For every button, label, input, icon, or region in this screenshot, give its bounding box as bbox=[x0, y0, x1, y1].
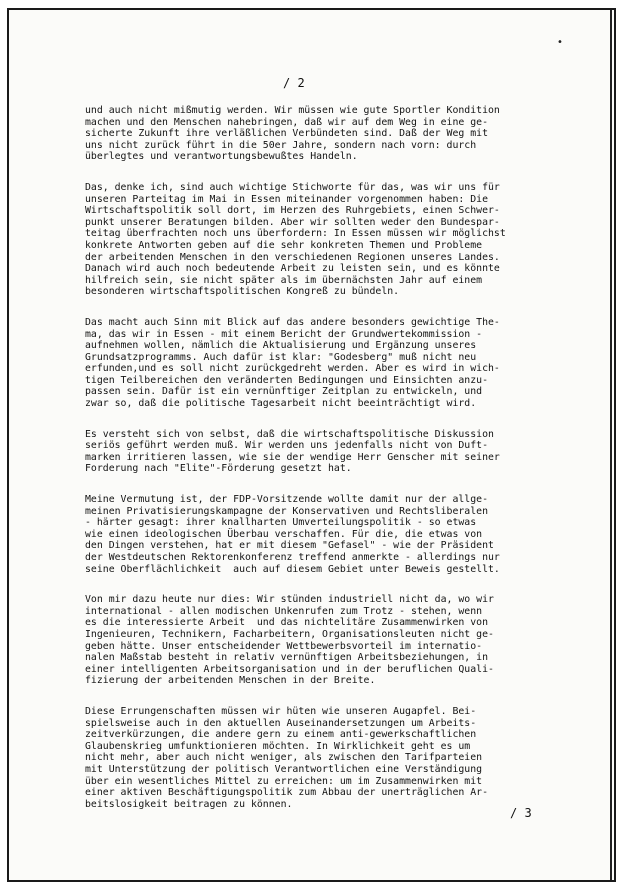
paragraph bbox=[85, 317, 565, 410]
text-line: beitslosigkeit beitragen zu können. bbox=[85, 798, 293, 810]
text-line: unseren Parteitag im Mai in Essen miteinander vorgenommen haben: Die bbox=[85, 193, 488, 205]
text-line: tigen Teilbereichen den veränderten Bedingungen und Einsichten anzu- bbox=[85, 374, 488, 386]
paragraph bbox=[85, 429, 565, 475]
text-line: fizierung der arbeitenden Menschen in der Breite. bbox=[85, 675, 376, 687]
text-line: passen sein. Dafür ist ein vernünftiger Zeitplan zu entwickeln, und bbox=[85, 386, 483, 398]
page-number: / 2 bbox=[283, 76, 305, 90]
text-line: aufnehmen wollen, nämlich die Aktualisierung und Ergänzung unseres bbox=[85, 340, 477, 352]
text-line: Forderung nach "Elite"-Förderung gesetzt hat. bbox=[85, 463, 352, 475]
text-line: meinen Privatisierungskampagne der Konservativen und Rechtsliberalen bbox=[85, 505, 488, 517]
paragraph bbox=[85, 706, 565, 810]
text-line: nalen Maßstab besteht in relativ vernünftigen Arbeitsbeziehungen, in bbox=[85, 652, 488, 664]
text-line: punkt unserer Beratungen bilden. Aber wir sollten weder den Bundespar- bbox=[85, 216, 500, 228]
text-line: Ingenieuren, Technikern, Facharbeitern, Organisationsleuten nicht ge- bbox=[85, 628, 494, 640]
body-text bbox=[85, 105, 565, 829]
text-line: mit Unterstützung der politisch Verantwortlichen eine Verständigung bbox=[85, 763, 483, 775]
text-line: hilfreich sein, sie nicht später als im übernächsten Jahr auf einem bbox=[85, 274, 483, 286]
text-line: besonderen wirtschaftspolitischen Kongreß zu bündeln. bbox=[85, 286, 400, 298]
paragraph bbox=[85, 182, 565, 298]
text-line: über ein wesentliches Mittel zu erreichen: um im Zusammenwirken mit bbox=[85, 775, 483, 787]
text-line: machen und den Menschen nahebringen, daß wir auf dem Weg in eine ge- bbox=[85, 116, 488, 128]
text-line: geben hätte. Unser entscheidender Wettbewerbsvorteil im internatio- bbox=[85, 640, 483, 652]
text-line: einer aktiven Beschäftigungspolitik zum Abbau der unerträglichen Ar- bbox=[85, 787, 488, 799]
text-line: erfunden,und es soll nicht zurückgedreht werden. Aber es wird in wich- bbox=[85, 363, 500, 375]
text-line: teitag überfrachten noch uns überfordern: In Essen müssen wir möglichst bbox=[85, 228, 506, 240]
continuation-marker: / 3 bbox=[510, 806, 532, 820]
text-line: der Westdeutschen Rektorenkonferenz treffend anmerkte - allerdings nur bbox=[85, 552, 500, 563]
text-line: der arbeitenden Menschen in den verschiedenen Regionen unseres Landes. bbox=[85, 251, 500, 263]
text-line: Von mir dazu heute nur dies: Wir stünden industriell nicht da, wo wir bbox=[85, 594, 494, 606]
text-line: Das macht auch Sinn mit Blick auf das andere besonders gewichtige The- bbox=[85, 316, 500, 328]
paragraph bbox=[85, 594, 565, 687]
paragraph bbox=[85, 494, 565, 575]
text-line: Grundsatzprogramms. Auch dafür ist klar: "Godesberg" muß nicht neu bbox=[85, 351, 477, 363]
text-line: nicht mehr, aber auch nicht weniger, als zwischen den Tarifparteien bbox=[85, 752, 483, 764]
text-line: es die interessierte Arbeit und das nichtelitäre Zusammenwirken von bbox=[85, 617, 488, 629]
text-line: spielsweise auch in den aktuellen Auseinandersetzungen um Arbeits- bbox=[85, 717, 477, 729]
text-line: Danach wird auch noch bedeutende Arbeit zu leisten sein, und es könnte bbox=[85, 263, 500, 275]
text-line: Das, denke ich, sind auch wichtige Stichworte für das, was wir uns für bbox=[85, 181, 500, 193]
text-line: zeitverkürzungen, die andere gern zu einem anti-gewerkschaftlichen bbox=[85, 729, 477, 741]
text-line: überlegtes und verantwortungsbewußtes Handeln. bbox=[85, 151, 358, 163]
text-line: seriös geführt werden muß. Wir werden uns jedenfalls nicht von Duft- bbox=[85, 440, 488, 452]
text-line: Wirtschaftspolitik soll dort, im Herzen des Ruhrgebiets, einen Schwer- bbox=[85, 205, 500, 217]
paragraph bbox=[85, 105, 565, 163]
text-line: international - allen modischen Unkenrufen zum Trotz - stehen, wenn bbox=[85, 605, 483, 617]
text-line: sicherte Zukunft ihre verläßlichen Verbündeten sind. Daß der Weg mit bbox=[85, 128, 488, 140]
page-edge bbox=[610, 10, 612, 880]
text-line: seine Oberflächlichkeit auch auf diesem Gebiet unter Beweis gestellt. bbox=[85, 563, 500, 575]
text-line: Meine Vermutung ist, der FDP-Vorsitzende wollte damit nur der allge- bbox=[85, 494, 488, 506]
text-line: einer intelligenten Arbeitsorganisation und in der beruflichen Quali- bbox=[85, 663, 494, 675]
text-line: zwar so, daß die politische Tagesarbeit nicht beeinträchtigt wird. bbox=[85, 398, 477, 410]
text-line: wie einen ideologischen Überbau verschaffen. Für die, die etwas von bbox=[85, 528, 483, 540]
text-line: marken irritieren lassen, wie sie der wendige Herr Genscher mit seiner bbox=[85, 451, 500, 463]
text-line: Diese Errungenschaften müssen wir hüten wie unseren Augapfel. Bei- bbox=[85, 705, 477, 717]
text-line: ma, das wir in Essen - mit einem Bericht der Grundwertekommission - bbox=[85, 328, 483, 340]
text-line: und auch nicht mißmutig werden. Wir müssen wie gute Sportler Kondition bbox=[85, 105, 500, 116]
text-line: uns nicht zurück führt in die 50er Jahre, sondern nach vorn: durch bbox=[85, 139, 477, 151]
text-line: Es versteht sich von selbst, daß die wirtschaftspolitische Diskussion bbox=[85, 428, 494, 440]
text-line: konkrete Antworten geben auf die sehr konkreten Themen und Probleme bbox=[85, 239, 483, 251]
text-line: Glaubenskrieg umfunktionieren möchten. In Wirklichkeit geht es um bbox=[85, 740, 471, 752]
text-line: den Dingen verstehen, hat er mit diesem "Gefasel" - wie der Präsident bbox=[85, 540, 494, 552]
corner-mark: • bbox=[557, 37, 563, 48]
text-line: - härter gesagt: ihrer knallharten Umverteilungspolitik - so etwas bbox=[85, 517, 477, 529]
